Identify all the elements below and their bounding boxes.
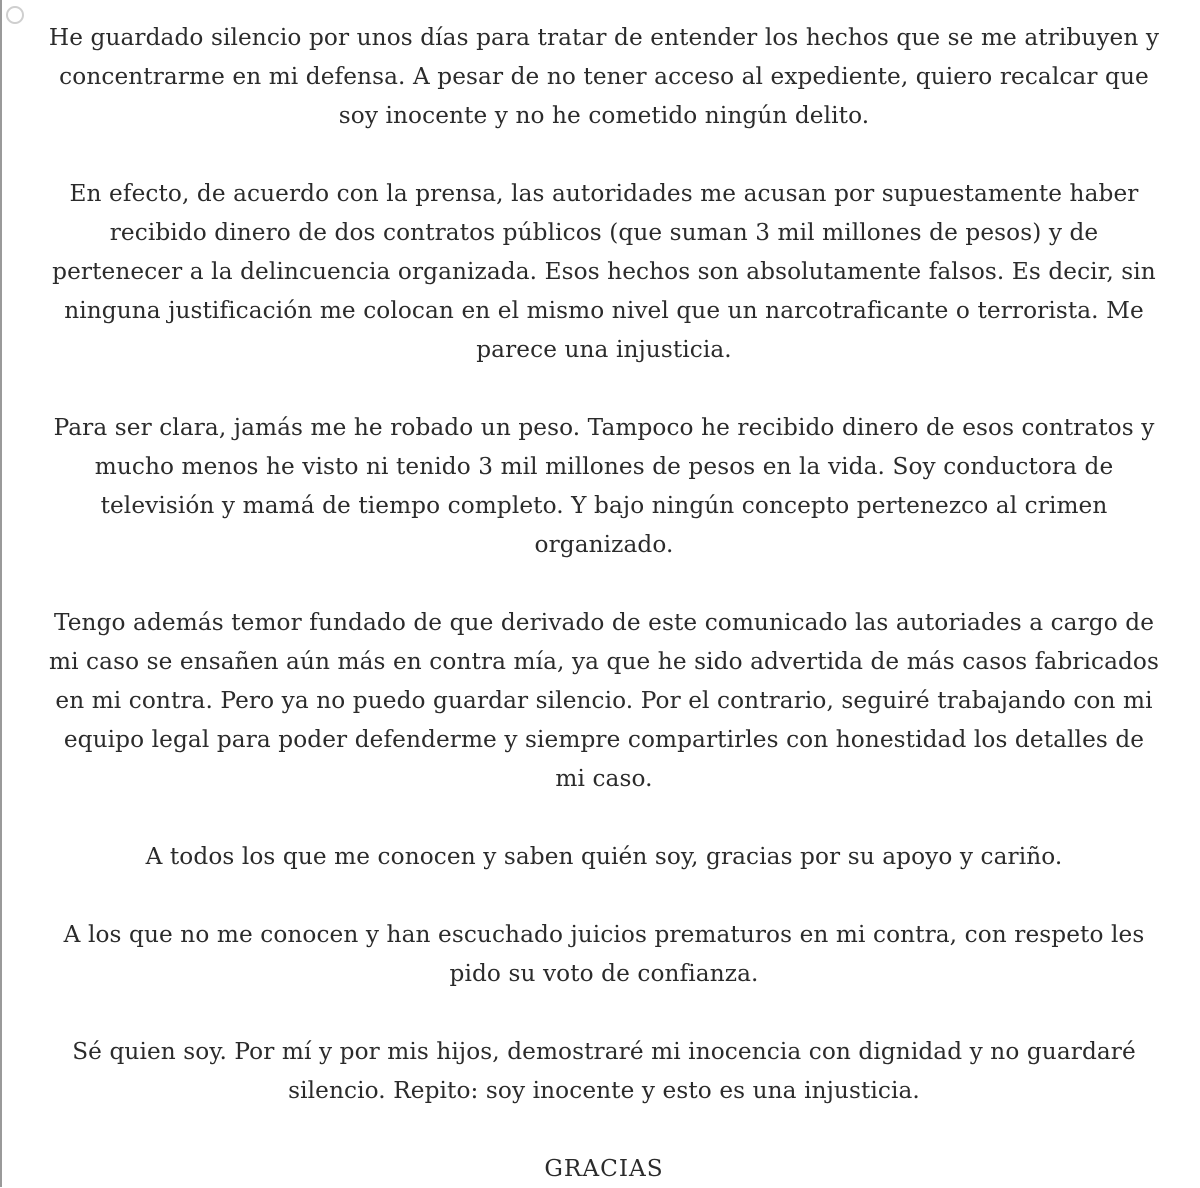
paragraph-7: Sé quien soy. Por mí y por mis hijos, demostraré mi inocencia con dignidad y no guardaré silencio. Repito: soy inocente y esto es una injusticia. <box>72 1038 1136 1104</box>
paragraph-2: En efecto, de acuerdo con la prensa, las autoridades me acusan por supuestamente haber recibido dinero de dos contratos públicos (que suman 3 mil millones de pesos) y de pertenecer a la delincuencia organizada. Esos hechos son absolutamente falsos. Es decir, sin ninguna justificación me colocan en el mismo nivel que un narcotraficante o terrorista. Me parece una injusticia. <box>52 180 1156 363</box>
paragraph-4: Tengo además temor fundado de que derivado de este comunicado las autoriades a cargo de mi caso se ensañen aún más en contra mía, ya que he sido advertida de más casos fabricados en mi contra. Pero ya no puedo guardar silencio. Por el contrario, seguiré trabajando con mi equipo legal para poder defenderme y siempre compartirles con honestidad los detalles de mi caso. <box>48 609 1159 792</box>
paragraph-6: A los que no me conocen y han escuchado juicios prematuros en mi contra, con respeto les pido su voto de confianza. <box>63 921 1145 987</box>
circle-mark-icon <box>6 6 24 24</box>
statement-body <box>46 18 1162 1188</box>
paragraph-5: A todos los que me conocen y saben quién soy, gracias por su apoyo y cariño. <box>145 843 1063 870</box>
paragraph-1: He guardado silencio por unos días para tratar de entender los hechos que se me atribuyen y concentrarme en mi defensa. A pesar de no tener acceso al expediente, quiero recalcar que soy inocente y no he cometido ningún delito. <box>48 24 1160 129</box>
paragraph-3: Para ser clara, jamás me he robado un peso. Tampoco he recibido dinero de esos contratos y mucho menos he visto ni tenido 3 mil millones de pesos en la vida. Soy conductora de televisión y mamá de tiempo completo. Y bajo ningún concepto pertenezco al crimen organizado. <box>53 414 1155 558</box>
closing-signoff: GRACIAS <box>544 1155 664 1182</box>
